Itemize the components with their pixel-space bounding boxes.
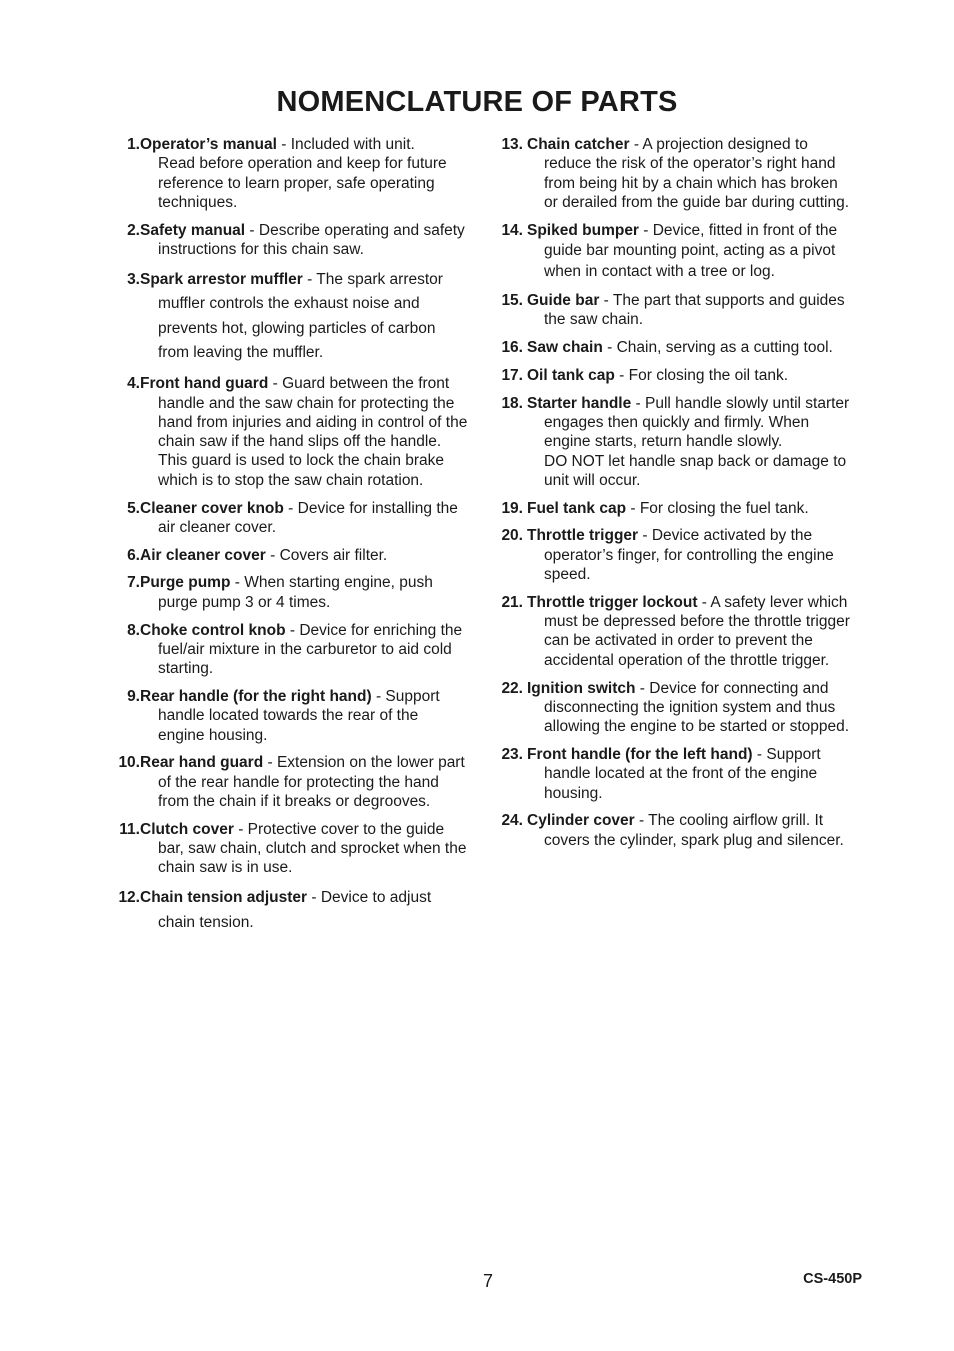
part-description-line: speed. <box>544 566 591 584</box>
part-name: Guide bar <box>527 291 600 309</box>
part-first-line <box>112 573 484 592</box>
part-description-line: engages then quickly and firmly. When <box>544 413 810 431</box>
part-name: Fuel tank cap <box>527 499 627 517</box>
part-first-line <box>112 621 484 640</box>
part-name: Rear hand guard <box>140 754 264 772</box>
part-name: Saw chain <box>527 339 603 357</box>
part-first-line <box>497 499 869 518</box>
part-item <box>112 221 484 260</box>
part-description-line: from the chain if it breaks or degrooves. <box>158 792 431 810</box>
part-first-line <box>112 820 484 839</box>
part-description-start: - For closing the fuel tank. <box>626 499 809 517</box>
part-item <box>112 753 484 811</box>
part-description-line: handle and the saw chain for protecting the <box>158 394 455 412</box>
part-description-line: purge pump 3 or 4 times. <box>158 593 331 611</box>
part-first-line <box>497 811 869 830</box>
part-description-start: - Device for connecting and <box>635 679 829 697</box>
part-first-line <box>497 745 869 764</box>
part-description-start: - Pull handle slowly until starter <box>631 394 850 412</box>
part-description-line: chain tension. <box>158 913 254 931</box>
part-name: Front handle (for the left hand) <box>527 745 753 763</box>
part-name: Clutch cover <box>140 820 234 838</box>
part-item <box>497 394 869 490</box>
part-item <box>497 366 869 385</box>
part-first-line <box>497 526 869 545</box>
part-description-line: which is to stop the saw chain rotation. <box>158 471 424 489</box>
part-item <box>497 679 869 737</box>
part-number: 18. <box>501 394 523 412</box>
part-description-line: disconnecting the ignition system and thus <box>544 698 836 716</box>
part-description-line: from being hit by a chain which has broken <box>544 174 838 192</box>
part-description-line: unit will occur. <box>544 471 641 489</box>
part-name: Throttle trigger <box>527 527 639 545</box>
part-description-line: techniques. <box>158 193 238 211</box>
part-number: 20. <box>501 527 523 545</box>
part-description-line: can be activated in order to prevent the <box>544 632 813 650</box>
part-number: 9. <box>127 687 140 705</box>
part-description-start: - Support <box>371 687 440 705</box>
part-description-line: of the rear handle for protecting the hand <box>158 773 439 791</box>
part-description-line: prevents hot, glowing particles of carbon <box>158 319 436 337</box>
part-first-line <box>112 886 484 911</box>
part-name: Oil tank cap <box>527 366 615 384</box>
part-description-line: starting. <box>158 660 214 678</box>
part-description-start: - The cooling airflow grill. It <box>634 812 824 830</box>
part-number: 17. <box>501 366 523 384</box>
part-description-start: - When starting engine, push <box>230 574 433 592</box>
part-first-line <box>112 135 484 154</box>
part-name: Starter handle <box>527 394 632 412</box>
part-first-line <box>112 546 484 565</box>
part-first-line <box>112 687 484 706</box>
part-name: Choke control knob <box>140 621 286 639</box>
part-description-start: - Device to adjust <box>307 889 432 907</box>
part-first-line <box>112 374 484 393</box>
part-description-line: fuel/air mixture in the carburetor to aid cold <box>158 640 452 658</box>
part-number: 21. <box>501 593 523 611</box>
part-name: Safety manual <box>140 221 246 239</box>
part-description-start: - Device for installing the <box>283 499 458 517</box>
part-number: 4. <box>127 375 140 393</box>
part-description-line: engine starts, return handle slowly. <box>544 433 783 451</box>
part-number: 11. <box>119 820 140 838</box>
part-description-start: - A projection designed to <box>629 136 808 153</box>
part-description-line: handle located at the front of the engine <box>544 765 818 783</box>
part-first-line <box>497 593 869 612</box>
part-description-start: - Included with unit. <box>276 136 415 153</box>
part-description-line: reference to learn proper, safe operating <box>158 174 435 192</box>
part-item <box>112 374 484 490</box>
part-description-line: bar, saw chain, clutch and sprocket when the <box>158 840 467 858</box>
part-description-line: must be depressed before the throttle trigger <box>544 613 850 631</box>
page-number: 7 <box>482 1271 493 1291</box>
part-first-line <box>497 394 869 413</box>
part-first-line <box>497 135 869 154</box>
part-description-line: handle located towards the rear of the <box>158 707 419 725</box>
part-name: Cylinder cover <box>527 812 635 830</box>
part-description-start: - Protective cover to the guide <box>233 820 445 838</box>
part-number: 5. <box>127 499 140 517</box>
part-item <box>112 886 484 935</box>
part-number: 16. <box>501 339 523 357</box>
part-description-line: engine housing. <box>158 726 268 744</box>
part-name: Spark arrestor muffler <box>140 270 303 288</box>
part-number: 24. <box>501 812 523 830</box>
part-name: Purge pump <box>140 574 231 592</box>
part-description-start: - Guard between the front <box>268 375 450 393</box>
page-title: NOMENCLATURE OF PARTS <box>276 86 678 118</box>
part-name: Chain tension adjuster <box>140 889 308 907</box>
part-description-line: guide bar mounting point, acting as a pivot <box>544 242 836 260</box>
part-description-line: accidental operation of the throttle trigger. <box>544 651 830 669</box>
part-item <box>112 268 484 366</box>
part-first-line <box>112 268 484 293</box>
part-item <box>112 621 484 679</box>
part-description-line: operator’s finger, for controlling the engine <box>544 546 834 564</box>
part-item <box>497 811 869 850</box>
part-item <box>112 820 484 878</box>
part-first-line <box>497 366 869 385</box>
part-item <box>112 135 484 212</box>
part-number: 6. <box>127 546 140 564</box>
part-first-line <box>497 338 869 357</box>
part-item <box>112 546 484 565</box>
part-description-start: - The part that supports and guides <box>599 291 845 309</box>
part-description-start: - Extension on the lower part <box>263 754 465 772</box>
part-description-line: chain saw if the hand slips off the handle. <box>158 433 442 451</box>
part-item <box>112 573 484 612</box>
part-description-line: DO NOT let handle snap back or damage to <box>544 452 847 470</box>
part-description-start: - Device activated by the <box>638 527 813 545</box>
part-number: 7. <box>127 574 140 592</box>
part-first-line <box>112 499 484 518</box>
part-description-line: hand from injuries and aiding in control of the <box>158 413 468 431</box>
part-name: Throttle trigger lockout <box>527 593 698 611</box>
part-description-line: This guard is used to lock the chain brake <box>158 452 445 470</box>
part-name: Cleaner cover knob <box>140 499 284 517</box>
part-name: Front hand guard <box>140 375 269 393</box>
part-first-line <box>497 221 869 242</box>
part-name: Operator’s manual <box>140 136 277 153</box>
part-number: 23. <box>501 745 523 763</box>
part-name: Ignition switch <box>527 679 636 697</box>
part-number: 1. <box>127 136 140 153</box>
part-name: Rear handle (for the right hand) <box>140 687 372 705</box>
left-column <box>112 135 484 944</box>
part-item <box>497 221 869 283</box>
part-item <box>497 526 869 584</box>
part-description-line: when in contact with a tree or log. <box>544 262 775 280</box>
part-first-line <box>112 753 484 772</box>
part-description-line: reduce the risk of the operator’s right hand <box>544 155 836 173</box>
part-item <box>112 499 484 538</box>
part-number: 2. <box>127 221 140 239</box>
part-number: 8. <box>127 621 140 639</box>
part-item <box>497 135 869 212</box>
part-first-line <box>497 291 869 310</box>
part-description-line: from leaving the muffler. <box>158 344 324 362</box>
part-number: 22. <box>501 679 523 697</box>
part-item <box>112 687 484 745</box>
part-number: 15. <box>501 291 523 309</box>
part-description-start: - Describe operating and safety <box>245 221 465 239</box>
part-description-line: or derailed from the guide bar during cutting. <box>544 193 850 211</box>
part-name: Spiked bumper <box>527 221 639 239</box>
part-description-start: - Device for enriching the <box>285 621 463 639</box>
part-item <box>497 593 869 670</box>
part-description-start: - The spark arrestor <box>302 270 443 288</box>
part-item <box>497 338 869 357</box>
part-description-start: - For closing the oil tank. <box>614 366 789 384</box>
right-column <box>497 135 869 858</box>
part-description-line: allowing the engine to be started or stopped. <box>544 718 850 736</box>
part-number: 12. <box>118 889 140 907</box>
part-description-line: muffler controls the exhaust noise and <box>158 295 420 313</box>
model-number: CS-450P <box>803 1271 862 1287</box>
part-description-line: air cleaner cover. <box>158 518 277 536</box>
part-item <box>497 291 869 330</box>
part-description-line: instructions for this chain saw. <box>158 240 364 258</box>
part-first-line <box>497 679 869 698</box>
part-item <box>497 745 869 803</box>
part-description-start: - A safety lever which <box>697 593 848 611</box>
part-description-line: chain saw is in use. <box>158 859 293 877</box>
part-description-start: - Covers air filter. <box>265 546 388 564</box>
part-item <box>497 499 869 518</box>
part-description-line: housing. <box>544 784 603 802</box>
part-number: 13. <box>501 136 523 153</box>
part-number: 10. <box>118 754 140 772</box>
part-number: 3. <box>127 270 140 288</box>
part-description-start: - Chain, serving as a cutting tool. <box>602 339 833 357</box>
part-number: 14. <box>501 221 523 239</box>
part-first-line <box>112 221 484 240</box>
part-description-line: the saw chain. <box>544 311 644 329</box>
part-description-start: - Support <box>752 745 821 763</box>
part-number: 19. <box>501 499 523 517</box>
part-name: Air cleaner cover <box>140 546 266 564</box>
part-description-line: Read before operation and keep for future <box>158 155 447 173</box>
part-description-start: - Device, fitted in front of the <box>638 221 838 239</box>
part-description-line: covers the cylinder, spark plug and silencer. <box>544 831 844 849</box>
part-name: Chain catcher <box>527 136 630 153</box>
